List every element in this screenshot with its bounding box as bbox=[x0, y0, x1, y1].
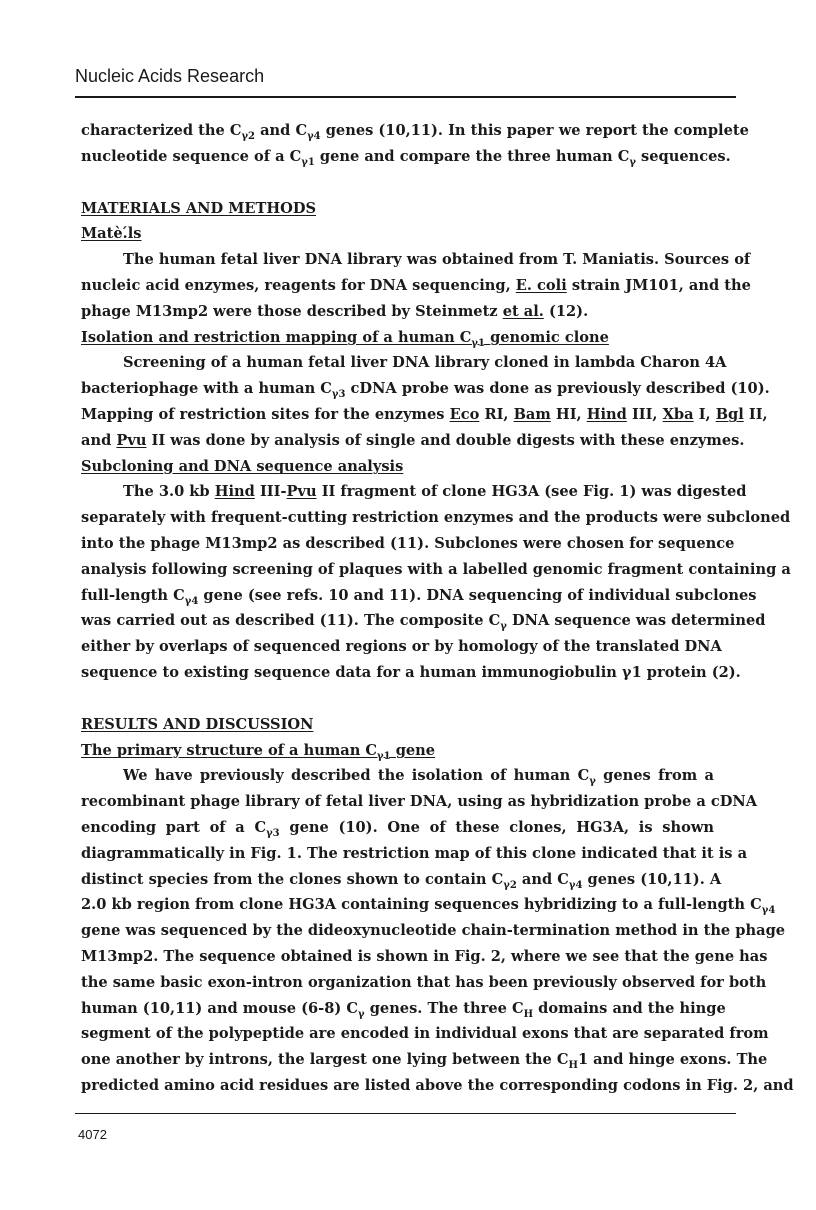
text-line: The human fetal liver DNA library was obtained from T. Maniatis. Sources of bbox=[123, 251, 751, 269]
text-line: 2.0 kb region from clone HG3A containing sequences hybridizing to a full-length $C_{\gamma 4}$ bbox=[81, 896, 776, 917]
text-line: was carried out as described (11). The composite $C_\gamma$ DNA sequence was determined bbox=[81, 612, 766, 633]
journal-title: Nucleic Acids Research bbox=[75, 66, 265, 86]
text-line: segment of the polypeptide are encoded in individual exons that are separated from bbox=[81, 1025, 769, 1043]
text-line: into the phage M13mp2 as described (11). Subclones were chosen for sequence bbox=[81, 534, 735, 552]
text-line: predicted amino acid residues are listed above the corresponding codons in Fig. 2, and bbox=[81, 1076, 794, 1094]
text-line: human (10,11) and mouse (6-8) $C_\gamma$ genes. The three $C_H$ domains and the hinge bbox=[81, 999, 726, 1020]
subheading-isolation: Isolation and restriction mapping of a human $C_{\gamma 1}$ genomic clone bbox=[81, 328, 609, 349]
page-body bbox=[81, 118, 794, 1099]
section-heading-results: RESULTS AND DISCUSSION bbox=[81, 715, 314, 733]
text-line: M13mp2. The sequence obtained is shown in Fig. 2, where we see that the gene has bbox=[81, 947, 768, 965]
section-heading-methods: MATERIALS AND METHODS bbox=[81, 199, 317, 217]
subheading-subcloning: Subcloning and DNA sequence analysis bbox=[81, 457, 404, 475]
text-line: gene was sequenced by the dideoxynucleotide chain-termination method in the phage bbox=[81, 922, 786, 940]
text-line: sequence to existing sequence data for a human immunogiobulin γ1 protein (2). bbox=[81, 663, 741, 681]
subheading-materials: Matè.́ls bbox=[81, 225, 142, 243]
text-line: the same basic exon-intron organization that has been previously observed for both bbox=[81, 973, 767, 991]
text-line: and Pvu II was done by analysis of single and double digests with these enzymes. bbox=[81, 431, 745, 449]
text-line: diagrammatically in Fig. 1. The restriction map of this clone indicated that it is a bbox=[81, 844, 748, 862]
text-line: distinct species from the clones shown to contain $C_{\gamma 2}$ and $C_{\gamma 4}$ genes (10,11). A bbox=[81, 870, 722, 891]
text-line: recombinant phage library of fetal liver DNA, using as hybridization probe a cDNA bbox=[81, 793, 758, 811]
text-line: either by overlaps of sequenced regions or by homology of the translated DNA bbox=[81, 638, 722, 656]
text-line: Mapping of restriction sites for the enzymes Eco RI, Bam HI, Hind III, Xba I, Bgl II, bbox=[81, 405, 768, 423]
text-line: bacteriophage with a human $C_{\gamma 3}$ cDNA probe was done as previously described (10). bbox=[81, 380, 770, 401]
text-line: We have previously described the isolation of human $C_\gamma$ genes from a bbox=[123, 767, 714, 788]
text-line: full-length $C_{\gamma 4}$ gene (see refs. 10 and 11). DNA sequencing of individual subclones bbox=[81, 586, 757, 607]
text-line: nucleic acid enzymes, reagents for DNA sequencing, E. coli strain JM101, and the bbox=[81, 276, 751, 294]
text-line: one another by introns, the largest one lying between the $C_H1$ and hinge exons. The bbox=[81, 1051, 768, 1072]
subheading-primary-structure: The primary structure of a human $C_{\gamma 1}$ gene bbox=[81, 741, 436, 762]
text-line: encoding part of a $C_{\gamma 3}$ gene (10). One of these clones, HG3A, is shown bbox=[81, 818, 714, 839]
text-line: phage M13mp2 were those described by Steinmetz et al. (12). bbox=[81, 302, 589, 320]
page-number: 4072 bbox=[78, 1127, 107, 1142]
header-rule bbox=[75, 96, 736, 98]
text-line: nucleotide sequence of a $C_{\gamma 1}$ gene and compare the three human $C_\gamma$ sequences. bbox=[81, 147, 731, 168]
text-line: separately with frequent-cutting restriction enzymes and the products were subcloned bbox=[81, 509, 791, 527]
text-line: The 3.0 kb Hind III-Pvu II fragment of clone HG3A (see Fig. 1) was digested bbox=[123, 483, 747, 501]
text-line: analysis following screening of plaques with a labelled genomic fragment containing a bbox=[81, 560, 791, 578]
footer-rule bbox=[75, 1113, 736, 1114]
text-line: characterized the $C_{\gamma 2}$ and $C_{\gamma 4}$ genes (10,11). In this paper we report the complete bbox=[81, 122, 749, 142]
text-line: Screening of a human fetal liver DNA library cloned in lambda Charon 4A bbox=[123, 354, 727, 372]
